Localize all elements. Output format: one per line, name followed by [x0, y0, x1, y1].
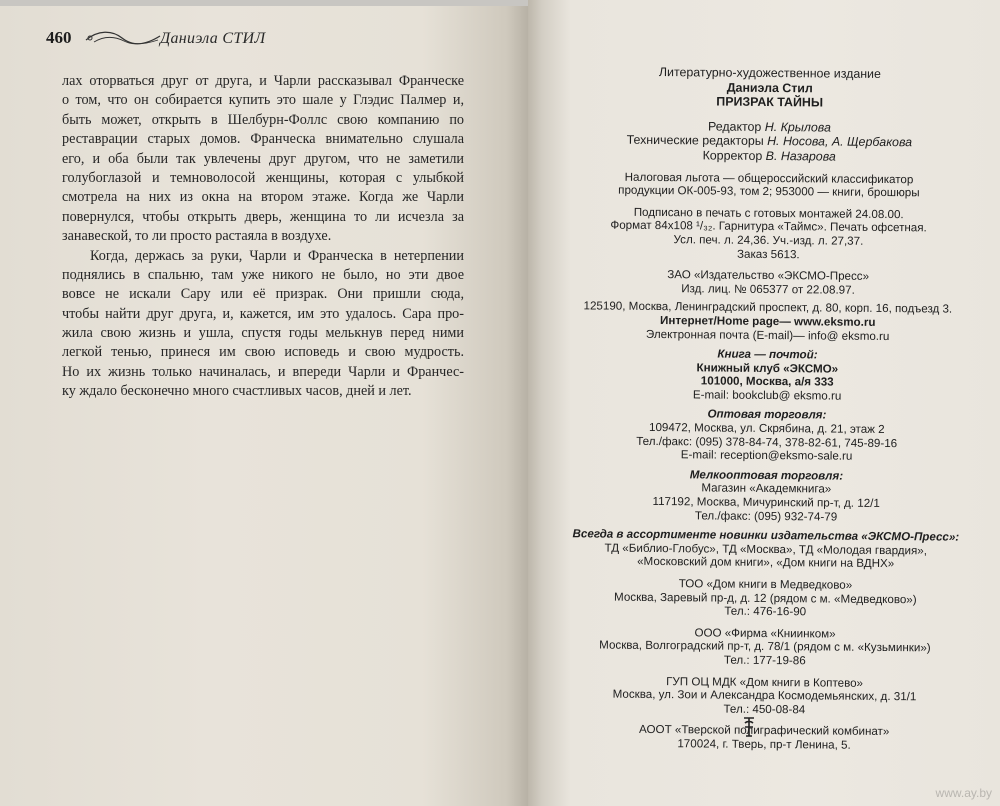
- text-line: лах оторваться друг от друга, и Чарли рассказывал Франческе: [62, 73, 464, 89]
- flourish-ornament-icon: [84, 26, 162, 48]
- text-line: ку ждало бесконечно много счастливых часов, дней и лет.: [62, 383, 412, 400]
- store-address: Москва, ул. Зои и Александра Космодемьянских, д. 31/1: [612, 687, 917, 704]
- assortment-line: ТД «Библио-Глобус», ТД «Москва», ТД «Молодая гвардия»,: [604, 541, 928, 558]
- book-title: ПРИЗРАК ТАЙНЫ: [716, 94, 824, 110]
- wholesale-section: [567, 407, 967, 465]
- credit-role: Технические редакторы: [626, 133, 768, 149]
- print-line: Подписано в печать с готовых монтажей 24.08.00.: [633, 205, 904, 221]
- text-line: Когда, держась за руки, Чарли и Франческа в нетерпении: [90, 247, 464, 264]
- section-heading: Мелкооптовая торговля:: [689, 468, 844, 483]
- credits: [569, 118, 969, 165]
- novel-text: [62, 72, 464, 402]
- assortment-section: [566, 527, 966, 571]
- small-wholesale-line: Тел./факс: (095) 932-74-79: [694, 508, 838, 524]
- assortment-line: «Московский дом книги», «Дом книги на ВДНХ»: [637, 555, 895, 571]
- wholesale-line: Тел./факс: (095) 378-84-74, 378-82-61, 745-89-16: [636, 434, 898, 450]
- mail-order-section: [567, 346, 967, 404]
- publisher-email: Электронная почта (E-mail)— info@ eksmo.ru: [645, 327, 890, 343]
- print-line: Усл. печ. л. 24,36. Уч.-изд. л. 27,37.: [673, 233, 864, 248]
- store-name: ТОО «Дом книги в Медведково»: [678, 577, 853, 592]
- store-entry: [564, 674, 964, 718]
- section-heading: Оптовая торговля:: [707, 407, 827, 422]
- book-club-email: E-mail: bookclub@ eksmo.ru: [692, 388, 842, 403]
- publisher-website: Интернет/Home page— www.eksmo.ru: [659, 313, 876, 329]
- print-line: Формат 84х108 ¹/₃₂. Гарнитура «Таймс». Печать офсетная.: [610, 218, 927, 235]
- credit-name: В. Назарова: [765, 148, 836, 164]
- credit-name: Н. Крылова: [764, 119, 831, 135]
- text-line: быть может, открыть в Шелбурн-Фоллс свою компанию по: [62, 111, 464, 128]
- right-page: [528, 0, 1000, 806]
- text-line: его, и оба были так увлечены друг другом, что не заметили: [62, 150, 464, 167]
- printer-info: [564, 723, 964, 754]
- wholesale-line: 109472, Москва, ул. Скрябина, д. 21, этаж 2: [648, 421, 885, 437]
- print-details: [568, 205, 968, 263]
- small-wholesale-section: [566, 467, 966, 525]
- section-heading: Всегда в ассортименте новинки издательства «ЭКСМО-Пресс»:: [572, 527, 960, 544]
- page-header: [32, 24, 332, 50]
- text-line: реставрации старых домов. Франческа внимательно слушала: [62, 131, 464, 148]
- credit-role: Редактор: [707, 119, 765, 134]
- text-line: жила свою жизнь и ушла, спустя годы мелькнув перед ними: [62, 325, 464, 342]
- store-phone: Тел.: 476-16-90: [724, 604, 807, 619]
- text-line: Но их жизнь только начиналась, и впереди Чарли и Франчес-: [62, 363, 464, 380]
- publisher-line: ЗАО «Издательство «ЭКСМО-Пресс»: [667, 268, 870, 283]
- credit-role: Корректор: [702, 148, 766, 163]
- page-number: 460: [46, 28, 72, 47]
- wholesale-line: E-mail: reception@eksmo-sale.ru: [680, 448, 853, 463]
- book-club-address: 101000, Москва, а/я 333: [700, 374, 834, 389]
- store-address: Москва, Заревый пр-д, д. 12 (рядом с м. «Медведково»): [614, 590, 917, 606]
- text-line: поднялись в спальню, там уже никого не было, но эти двое: [62, 266, 464, 283]
- text-line: легкой тенью, принеся им свою исповедь и свою мудрость.: [62, 344, 464, 361]
- store-name: ГУП ОЦ МДК «Дом книги в Коптево»: [666, 674, 864, 690]
- tax-line: Налоговая льгота — общероссийский классификатор: [624, 170, 914, 186]
- edition-type: Литературно-художественное издание: [658, 65, 881, 81]
- author-name: Даниэла Стил: [726, 80, 813, 95]
- store-entry: [565, 625, 965, 669]
- print-line: Заказ 5613.: [736, 247, 800, 261]
- book-club-name: Книжный клуб «ЭКСМО»: [696, 361, 839, 376]
- text-line: чтобы найти друг друга, и, кажется, им это удалось. Сара про-: [62, 305, 464, 322]
- text-line: смотрела на них из окна на втором этаже. Когда же Чарли: [62, 189, 464, 206]
- printer-name: АООТ «Тверской полиграфический комбинат»: [639, 723, 890, 739]
- text-line: повернулся, чтобы открыть дверь, женщина то ли исчезла за: [62, 208, 464, 225]
- text-line: занавеской, то ли просто растаяла в воздухе.: [62, 228, 332, 245]
- store-name: ООО «Фирма «Книинком»: [694, 626, 836, 641]
- printer-logo-icon: [741, 716, 757, 738]
- tax-line: продукции ОК-005-93, том 2; 953000 — книги, брошюры: [618, 183, 920, 200]
- store-phone: Тел.: 177-19-86: [723, 653, 806, 668]
- store-entry: [565, 576, 965, 620]
- text-line: вовсе не искали Сару или её призрак. Они пришли сюда,: [62, 286, 464, 303]
- page-top-edge: [0, 0, 528, 6]
- small-wholesale-line: 117192, Москва, Мичуринский пр-т, д. 12/1: [652, 495, 880, 511]
- credit-name: Н. Носова, А. Щербакова: [767, 134, 913, 150]
- store-address: Москва, Волгоградский пр-т, д. 78/1 (рядом с м. «Кузьминки»): [599, 638, 931, 655]
- small-wholesale-line: Магазин «Академкнига»: [701, 481, 832, 496]
- store-phone: Тел.: 450-08-84: [723, 702, 806, 717]
- publisher-contacts: [568, 300, 968, 344]
- section-heading: Книга — почтой:: [717, 347, 818, 362]
- tax-note: [569, 170, 969, 201]
- imprint-block: [564, 64, 970, 753]
- running-head: Даниэла СТИЛ: [160, 30, 266, 47]
- text-line: о том, что он собирается купить это шале у Глэдис Палмер и,: [62, 92, 464, 109]
- publisher-address: 125190, Москва, Ленинградский проспект, д. 80, корп. 16, подъезд 3.: [583, 299, 953, 316]
- publisher-info: [568, 267, 968, 298]
- watermark: www.ay.by: [935, 786, 992, 800]
- text-line: голубоглазой и темноволосой женщины, которая с улыбкой: [62, 169, 464, 186]
- publisher-line: Изд. лиц. № 065377 от 22.08.97.: [681, 281, 855, 297]
- printer-address: 170024, г. Тверь, пр-т Ленина, 5.: [677, 737, 851, 752]
